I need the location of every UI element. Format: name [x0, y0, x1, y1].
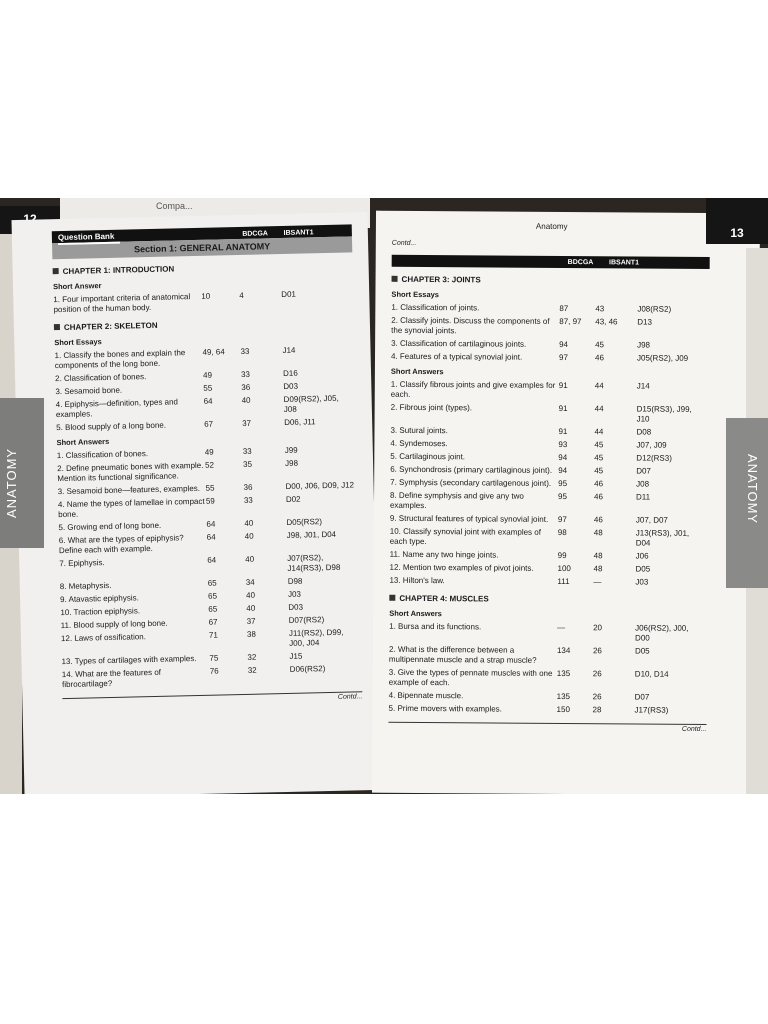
question-text: 11. Blood supply of long bone.: [60, 618, 168, 631]
ref-c3: D02: [285, 494, 301, 504]
question-text: 4. Name the types of lamellae in compact bone.: [57, 496, 205, 520]
question-text: 2. Classify joints. Discuss the components of the synovial joints.: [391, 315, 550, 336]
question-row: [390, 452, 708, 464]
ref-c2: 35: [242, 459, 253, 469]
ref-c3: D12(RS3): [636, 453, 672, 463]
ref-c3: D05: [635, 564, 651, 574]
question-text: 2. What is the difference between a multipennate muscle and a strap muscle?: [388, 644, 537, 665]
ref-c3: J03: [287, 589, 302, 599]
ref-c1: 111: [557, 576, 570, 587]
ref-c3: D07(RS2): [288, 615, 325, 625]
ref-c1: 98: [557, 527, 567, 538]
question-row: [391, 303, 709, 315]
ref-c2: 26: [592, 692, 602, 702]
question-text: 14. What are the features of fibrocartilage?: [61, 667, 162, 690]
ref-c1: 49: [202, 370, 213, 380]
ref-c1: 87: [559, 303, 569, 314]
question-row: [390, 527, 708, 549]
question-text: 4. Epiphysis—definition, types and examples.: [55, 397, 179, 420]
footer-contd: Contd...: [681, 725, 707, 733]
ref-c1: 55: [205, 483, 215, 493]
chapter-title: CHAPTER 2: SKELETON: [54, 316, 354, 333]
ref-c3: J06: [635, 551, 649, 561]
ref-c1: 91: [558, 426, 568, 437]
ref-c1: 95: [558, 491, 567, 502]
question-row: [390, 514, 708, 526]
ref-c2: 40: [241, 395, 251, 405]
ref-c2: 48: [593, 564, 603, 574]
ref-c1: 49, 64: [202, 347, 225, 357]
question-text: 5. Prime movers with examples.: [388, 703, 502, 714]
ref-c2: 40: [245, 554, 255, 564]
question-row: [391, 339, 709, 351]
ref-c2: 36: [241, 382, 251, 392]
ref-c2: 40: [244, 518, 254, 528]
question-row: [391, 316, 709, 338]
question-row: [59, 529, 359, 556]
question-row: [390, 465, 708, 477]
ref-c2: 48: [593, 551, 603, 561]
ref-c1: 91: [558, 403, 568, 414]
ref-c1: 100: [557, 563, 571, 574]
ref-c1: 94: [558, 465, 568, 476]
ref-c2: 45: [594, 440, 604, 450]
ref-c2: 32: [247, 652, 257, 662]
question-text: 3. Sutural joints.: [390, 425, 448, 436]
col-header-1: BDCGA: [567, 259, 594, 267]
ref-c2: 33: [240, 369, 251, 379]
ref-c1: 93: [558, 439, 568, 450]
ref-c3: J14: [282, 345, 296, 355]
ref-c2: 40: [245, 590, 256, 600]
chapter-list: [389, 275, 710, 716]
chapter-title: CHAPTER 1: INTRODUCTION: [53, 260, 353, 277]
question-text: 1. Classification of joints.: [391, 302, 480, 313]
ref-c3: D05: [634, 646, 650, 656]
question-text: 13. Hilton's law.: [389, 575, 445, 586]
question-text: 6. What are the types of epiphysis? Define each with example.: [58, 533, 184, 556]
ref-c2: 26: [592, 646, 602, 656]
left-page: [11, 212, 380, 794]
ref-c2: 44: [594, 404, 604, 414]
ref-c2: 4: [239, 290, 244, 300]
question-text: 4. Bipennate muscle.: [388, 690, 464, 701]
question-row: [389, 704, 707, 716]
question-text: 6. Synchondrosis (primary cartilaginous joint).: [390, 464, 553, 475]
ref-c1: 135: [556, 668, 571, 679]
ref-c1: 55: [203, 383, 213, 393]
group-label: Short Answers: [390, 366, 444, 377]
ref-c2: 40: [246, 603, 256, 613]
left-page-content: [52, 224, 363, 709]
question-text: 12. Mention two examples of pivot joints.: [389, 562, 534, 573]
ref-c2: 46: [593, 515, 603, 525]
ref-c2: 38: [246, 629, 256, 639]
ref-c2: 45: [594, 453, 604, 463]
ref-c1: 75: [209, 653, 219, 663]
group-label: Short Answers: [56, 436, 110, 448]
question-row: [389, 645, 707, 667]
right-page: [372, 211, 760, 794]
question-text: 2. Define pneumatic bones with example. Mention its functional significance.: [57, 460, 204, 484]
question-bank-label: Question Bank: [58, 232, 121, 245]
question-row: [391, 403, 709, 425]
group-label: Short Answer: [52, 281, 102, 292]
question-text: 8. Metaphysis.: [59, 580, 112, 592]
ref-c3: J98, J01, D04: [286, 529, 337, 540]
ref-c2: 32: [247, 665, 257, 675]
ref-c3: J98: [637, 340, 651, 350]
question-row: [391, 352, 709, 364]
question-row: [390, 426, 708, 438]
ref-c1: 94: [559, 339, 569, 350]
ref-c1: 65: [207, 591, 218, 601]
ref-c1: 59: [205, 496, 215, 506]
question-text: 10. Classify synovial joint with examples of each type.: [389, 526, 542, 547]
question-text: 5. Cartilaginous joint.: [390, 451, 466, 462]
ref-c3: J08(RS2): [637, 304, 672, 314]
question-row: [390, 478, 708, 490]
group-label: Short Essays: [54, 337, 102, 348]
ref-c1: 95: [558, 478, 568, 489]
question-row: [54, 344, 354, 371]
question-text: 7. Symphysis (secondary cartilagenous joint).: [390, 477, 552, 488]
ref-c3: D05(RS2): [286, 517, 323, 527]
ref-c2: 43, 46: [595, 317, 618, 327]
ref-c3: J17(RS3): [634, 705, 669, 715]
question-text: 9. Structural features of typical synovial joint.: [389, 513, 549, 524]
ref-c3: D07: [636, 466, 651, 476]
question-row: [389, 622, 707, 644]
ref-c3: J03: [635, 577, 649, 587]
ref-c2: 45: [594, 466, 604, 476]
chapter-title: CHAPTER 4: MUSCLES: [389, 594, 707, 606]
question-row: [389, 668, 707, 690]
question-text: 4. Features of a typical synovial joint.: [390, 351, 523, 362]
ref-c3: D07: [634, 692, 650, 702]
question-row: [389, 691, 707, 703]
ref-c1: 64: [207, 555, 217, 565]
ref-c2: 26: [592, 669, 602, 679]
question-text: 1. Classify fibrous joints and give examples for each.: [390, 379, 556, 399]
question-text: 2. Fibrous joint (types).: [390, 402, 473, 413]
ref-c1: 71: [208, 630, 218, 640]
ref-c1: 99: [557, 550, 567, 561]
question-text: 1. Classify the bones and explain the components of the long bone.: [54, 348, 186, 371]
question-text: 7. Epiphysis.: [59, 558, 105, 569]
left-side-tab: [0, 398, 44, 548]
ref-c3: J08: [636, 479, 650, 489]
ref-c3: D06, J11: [284, 417, 316, 427]
col-header-2: IBSANT1: [283, 229, 314, 237]
ref-c3: D00, J06, D09, J12: [285, 480, 355, 491]
ref-c1: 65: [207, 578, 217, 588]
question-text: 9. Atavastic epiphysis.: [60, 593, 139, 605]
ref-c1: 10: [201, 291, 211, 301]
ref-c3: J99: [284, 445, 298, 455]
ref-c3: J05(RS2), J09: [636, 353, 689, 363]
right-page-number: 13: [706, 198, 768, 244]
question-row: [390, 439, 708, 451]
right-side-tab: [726, 418, 768, 588]
ref-c3: J98: [284, 458, 299, 468]
right-page-content: [388, 239, 709, 735]
ref-c3: J15: [289, 651, 303, 661]
ref-c1: 65: [208, 604, 218, 614]
ref-c2: 33: [243, 495, 253, 505]
ref-c2: 37: [242, 418, 252, 428]
book-photo: [0, 198, 768, 794]
ref-c2: 43: [595, 304, 605, 314]
ref-c3: J06(RS2), J00, D00: [635, 623, 689, 643]
ref-c1: 64: [206, 532, 216, 542]
ref-c3: J07(RS2), J14(RS3), D98: [287, 553, 341, 573]
question-row: [62, 663, 362, 690]
question-text: 11. Name any two hinge joints.: [389, 549, 499, 560]
question-text: 3. Sesamoid bone—features, examples.: [57, 483, 201, 497]
running-text-top: Compa...: [156, 201, 193, 211]
ref-c3: D08: [636, 427, 652, 437]
question-row: [56, 393, 356, 420]
ref-c2: 48: [593, 528, 603, 538]
ref-c2: 40: [244, 531, 254, 541]
question-row: [59, 552, 359, 579]
ref-c3: J13(RS3), J01, D04: [635, 528, 690, 548]
ref-c1: 64: [203, 396, 213, 406]
ref-c2: 46: [594, 479, 604, 489]
question-row: [391, 380, 709, 402]
question-row: [53, 288, 353, 315]
question-text: 13. Types of cartilages with examples.: [61, 654, 197, 667]
col-header-1: BDCGA: [242, 230, 268, 238]
chapter-list: [53, 260, 363, 690]
section-title: Section 1: GENERAL ANATOMY: [52, 236, 352, 259]
question-text: 5. Blood supply of a long bone.: [56, 420, 167, 433]
ref-c3: D03: [288, 602, 304, 612]
question-row: [57, 457, 357, 484]
ref-c3: D10, D14: [634, 669, 669, 679]
ref-c1: 87, 97: [559, 316, 582, 327]
ref-c2: 36: [243, 482, 253, 492]
ref-c1: 150: [556, 704, 570, 715]
ref-c2: 34: [245, 577, 255, 587]
question-text: 5. Growing end of long bone.: [58, 520, 162, 533]
ref-c2: 37: [246, 616, 256, 626]
group-label: Short Essays: [391, 289, 440, 300]
ref-c1: 76: [209, 666, 219, 676]
running-head: Anatomy: [535, 221, 568, 232]
ref-c3: D06(RS2): [289, 664, 326, 674]
header-bar: [392, 255, 710, 269]
question-row: [61, 627, 361, 654]
question-text: 3. Classification of cartilaginous joints.: [391, 338, 527, 349]
ref-c1: 67: [208, 617, 218, 627]
ref-c3: D16: [282, 368, 298, 378]
ref-c1: 97: [557, 514, 567, 525]
ref-c1: 94: [558, 452, 568, 463]
group-label: Short Answers: [389, 608, 442, 619]
question-row: [390, 491, 708, 513]
ref-c2: 44: [594, 427, 604, 437]
ref-c1: 91: [558, 380, 568, 391]
ref-c2: 33: [242, 446, 252, 456]
ref-c2: 45: [595, 340, 605, 350]
ref-c3: J07, J09: [636, 440, 667, 450]
ref-c2: 46: [594, 353, 604, 363]
ref-c3: D03: [283, 381, 299, 391]
ref-c1: 97: [558, 352, 568, 363]
ref-c2: 46: [594, 492, 603, 502]
ref-c1: 134: [556, 645, 571, 656]
question-text: 1. Four important criteria of anatomical position of the human body.: [53, 292, 191, 315]
ref-c3: D11: [636, 492, 651, 502]
ref-c3: J14: [636, 381, 650, 391]
ref-c2: 20: [593, 623, 603, 633]
col-header-2: IBSANT1: [609, 259, 640, 267]
ref-c2: 28: [592, 705, 602, 715]
question-text: 1. Bursa and its functions.: [389, 621, 482, 632]
question-text: 4. Syndemoses.: [390, 438, 448, 449]
question-text: 10. Traction epiphysis.: [60, 606, 141, 618]
ref-c1: 67: [204, 419, 214, 429]
question-row: [58, 493, 358, 520]
ref-c3: J11(RS2), D99, J00, J04: [288, 627, 344, 648]
ref-c2: —: [593, 577, 602, 587]
question-text: 1. Classification of bones.: [56, 449, 149, 461]
question-text: 2. Classification of bones.: [54, 372, 147, 384]
ref-c1: 49: [204, 447, 214, 457]
right-side-tab-label: ANATOMY: [745, 454, 760, 525]
left-side-tab-label: ANATOMY: [4, 447, 19, 518]
question-row: [390, 563, 708, 575]
question-text: 8. Define symphysis and give any two examples.: [389, 490, 524, 511]
ref-c1: 64: [206, 519, 216, 529]
question-text: 3. Give the types of pennate muscles with one example of each.: [388, 667, 553, 688]
ref-c2: 33: [240, 346, 250, 356]
ref-c3: J07, D07: [635, 515, 668, 525]
ref-c3: D98: [287, 576, 303, 586]
question-text: 3. Sesamoid bone.: [55, 385, 123, 397]
ref-c1: 52: [204, 460, 215, 470]
ref-c3: D01: [281, 289, 297, 300]
chapter-title: CHAPTER 3: JOINTS: [392, 275, 710, 287]
ref-c3: D09(RS2), J05, J08: [283, 393, 339, 414]
ref-c2: 44: [594, 381, 604, 391]
question-text: 12. Laws of ossification.: [60, 632, 147, 644]
footer-contd: Contd...: [337, 693, 363, 701]
ref-c3: D15(RS3), J99, J10: [636, 404, 692, 424]
question-row: [390, 550, 708, 562]
ref-c3: D13: [637, 317, 652, 327]
question-row: [389, 576, 707, 588]
ref-c1: —: [557, 622, 566, 632]
contd-label: Contd...: [391, 239, 417, 247]
ref-c1: 135: [556, 691, 571, 702]
